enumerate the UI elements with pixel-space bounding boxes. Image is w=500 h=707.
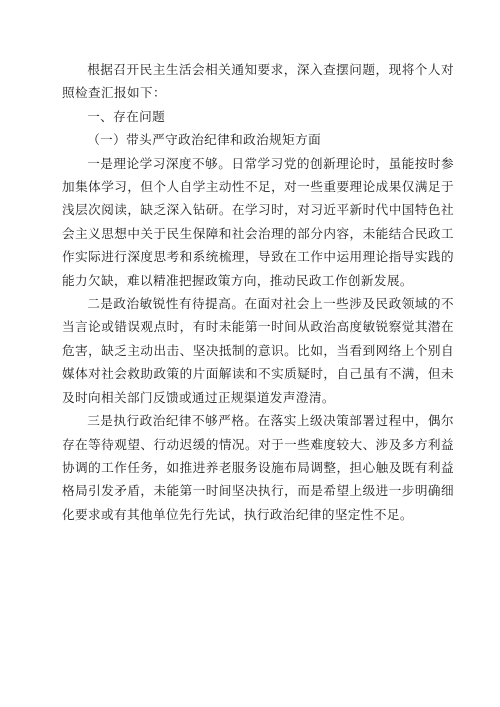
- body-paragraph-1: 一是理论学习深度不够。日常学习党的创新理论时，虽能按时参加集体学习，但个人自学主动性不足，对一些重要理论成果仅满足于浅层次阅读，缺乏深入钻研。在学习时，对习近平新时代中国特色社会主义思想中关于民生保障和社会治理的部分内容，未能结合民政工作实际进行深度思考和系统梳理，导致在工作中运用理论指导实践的能力欠缺，难以精准把握政策方向，推动民政工作创新发展。: [62, 155, 454, 288]
- body-paragraph-2: 二是政治敏锐性有待提高。在面对社会上一些涉及民政领域的不当言论或错误观点时，有时未能第一时间从政治高度敏锐察觉其潜在危害，缺乏主动出击、坚决抵制的意识。比如，当看到网络上个别自媒体对社会救助政策的片面解读和不实质疑时，自己虽有不满，但未及时向相关部门反馈或通过正规渠道发声澄清。: [62, 296, 454, 405]
- intro-paragraph: 根据召开民主生活会相关通知要求，深入查摆问题，现将个人对照检查汇报如下：: [62, 62, 454, 101]
- section-heading: 一、存在问题: [87, 108, 166, 124]
- body-paragraph-3: 三是执行政治纪律不够严格。在落实上级决策部署过程中，偶尔存在等待观望、行动迟缓的情况。对于一些难度较大、涉及多方利益协调的工作任务，如推进养老服务设施布局调整，担心触及既有利益格局引发矛盾，未能第一时间坚决执行，而是希望上级进一步明确细化要求或有其他单位先行先试，执行政治纪律的坚定性不足。: [62, 413, 454, 522]
- subsection-heading: （一）带头严守政治纪律和政治规矩方面: [87, 132, 322, 148]
